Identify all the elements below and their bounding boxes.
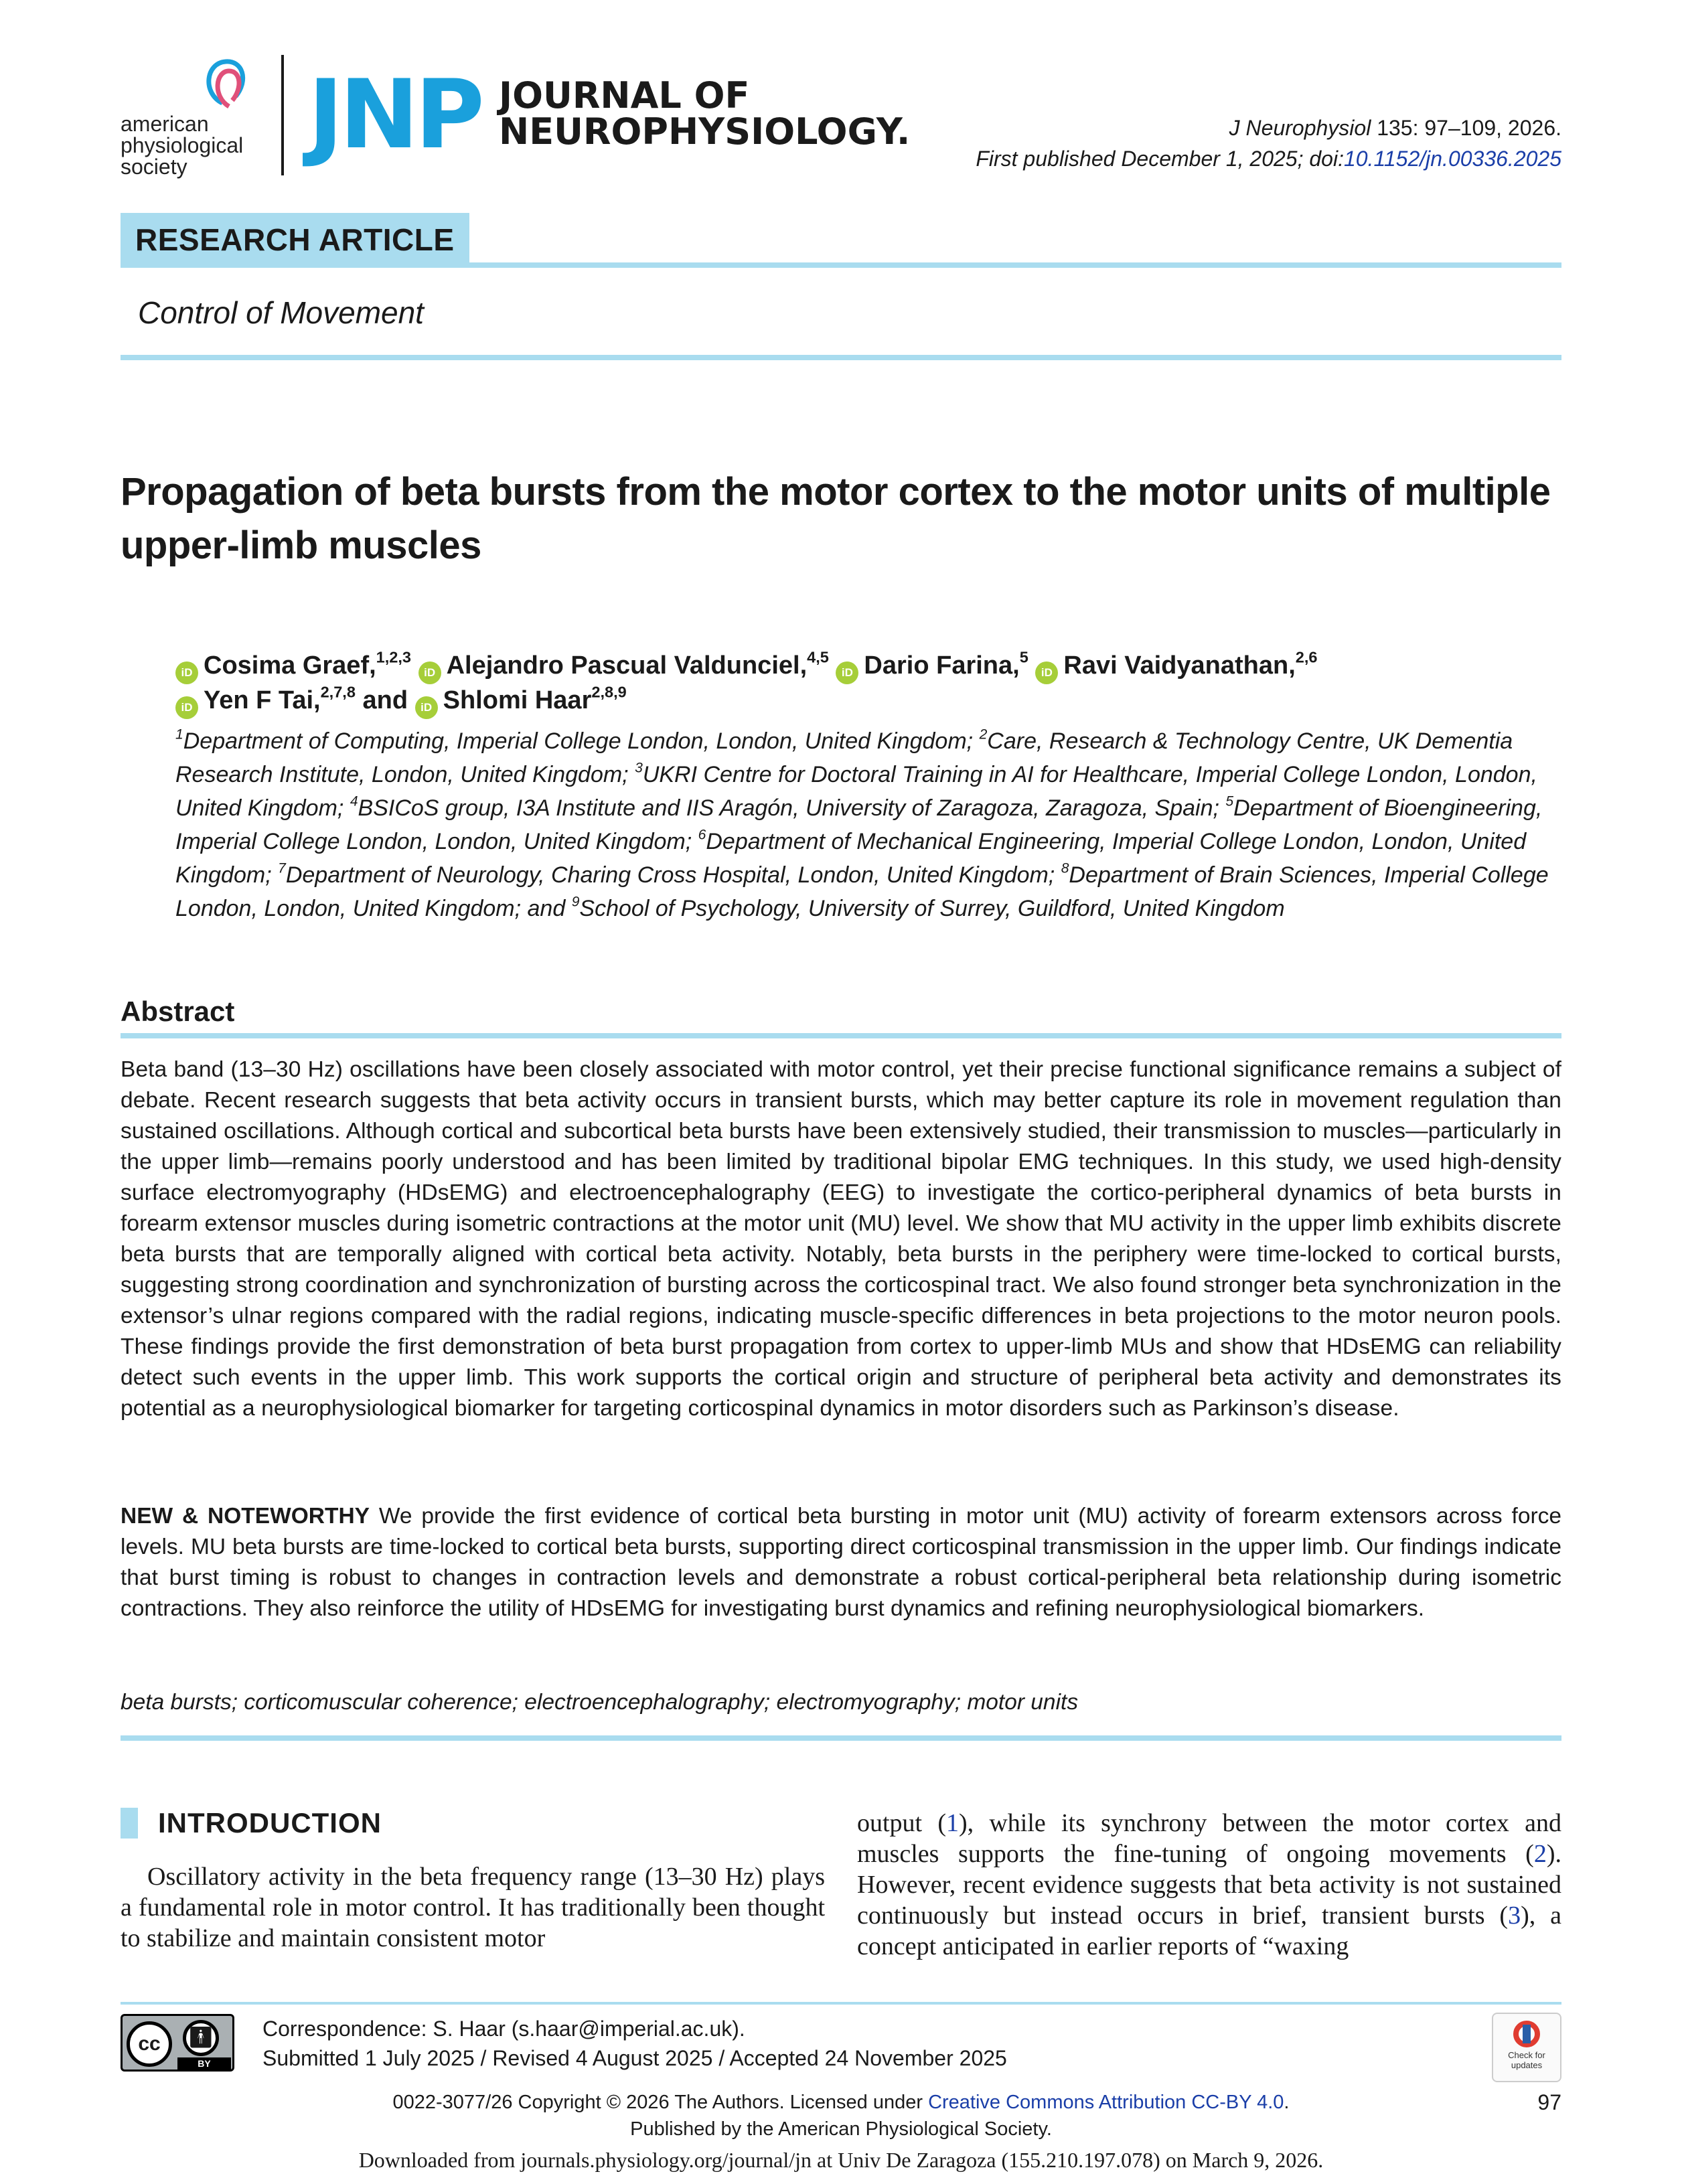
affil-text: Department of Bioengineering, Imperial College London, London, United Kingdom; — [175, 795, 1543, 854]
affil-text: Care, Research & Technology Centre, UK Dementia Research Institute, London, United Kingdom; — [175, 728, 1513, 787]
affil-text: School of Psychology, University of Surrey, Guildford, United Kingdom — [579, 896, 1285, 921]
intro-text: ), while its synchrony between the motor cortex and muscles supports the fine-tuning of ongoing movements ( — [857, 1809, 1561, 1868]
author-sup: 4,5 — [807, 648, 829, 666]
affil-text: Department of Mechanical Engineering, Imperial College London, London, United Kingdom; — [175, 829, 1527, 888]
author-sup: 2,8,9 — [591, 683, 627, 701]
journal-name-line-1: JOURNAL OF — [499, 74, 750, 116]
affil-sup: 8 — [1061, 860, 1069, 876]
author-name: Shlomi Haar — [443, 686, 592, 714]
intro-left-column: Oscillatory activity in the beta frequency range (13–30 Hz) plays a fundamental role in motor control. It has traditionally been thought to stabilize and maintain consistent motor — [121, 1863, 825, 1952]
first-published: First published December 1, 2025; doi: — [976, 147, 1344, 171]
society-line-1: american — [121, 112, 209, 136]
orcid-icon[interactable]: iD — [1035, 661, 1058, 684]
affiliations — [175, 724, 1561, 925]
orcid-icon[interactable]: iD — [418, 661, 441, 684]
orcid-icon[interactable]: iD — [415, 696, 438, 719]
affil-text: Department of Brain Sciences, Imperial College London, London, United Kingdom; and — [175, 862, 1549, 921]
orcid-icon[interactable]: iD — [175, 661, 198, 684]
author-name: Cosima Graef, — [204, 651, 376, 680]
affil-sup: 2 — [979, 726, 988, 743]
page-number: 97 — [1537, 2090, 1561, 2114]
authors-and: and — [362, 686, 408, 714]
check-updates-icon — [1513, 2021, 1540, 2047]
orcid-icon[interactable]: iD — [836, 661, 858, 684]
affil-sup: 3 — [635, 760, 643, 776]
correspondence — [262, 2014, 1007, 2073]
author-sup: 2,7,8 — [320, 683, 356, 701]
orcid-icon[interactable]: iD — [175, 696, 198, 719]
affil-text: Department of Computing, Imperial College London, London, United Kingdom; — [183, 728, 980, 754]
intro-text: ). However, recent evidence suggests that beta activity is not sustained continuously but instead occurs in brief, transient bursts ( — [857, 1840, 1561, 1930]
by-label: BY — [177, 2057, 231, 2070]
cc-by-license-icon[interactable] — [121, 2014, 234, 2072]
article-title: Propagation of beta bursts from the motor cortex to the motor units of multiple upper-limb muscles — [121, 470, 1551, 567]
affil-sup: 9 — [571, 894, 580, 910]
correspondence-text: Correspondence: S. Haar (s.haar@imperial.ac.uk). — [262, 2017, 745, 2041]
publisher: Published by the American Physiological Society. — [630, 2118, 1052, 2140]
doi-link[interactable]: 10.1152/jn.00336.2025 — [1343, 147, 1561, 171]
journal-name — [499, 74, 911, 153]
copyright — [0, 2089, 1682, 2142]
author-sup: 2,6 — [1295, 648, 1318, 666]
author-name: Yen F Tai, — [204, 686, 321, 714]
author-name: Dario Farina, — [864, 651, 1020, 680]
abstract-heading: Abstract — [121, 996, 235, 1027]
copyright-text: 0022-3077/26 Copyright © 2026 The Authors. Licensed under — [392, 2092, 929, 2113]
affil-text: BSICoS group, I3A Institute and IIS Aragón, University of Zaragoza, Zaragoza, Spain; — [358, 795, 1226, 821]
affil-sup: 5 — [1225, 793, 1234, 809]
article-type: RESEARCH ARTICLE — [121, 213, 469, 266]
society-line-3: society — [121, 155, 187, 179]
reference-link[interactable]: 1 — [945, 1809, 959, 1837]
rule-article-type — [121, 262, 1561, 268]
attribution-icon: 🚹︎ — [183, 2020, 219, 2056]
noteworthy-label: NEW & NOTEWORTHY — [121, 1504, 370, 1529]
affil-text: UKRI Centre for Doctoral Training in AI for Healthcare, Imperial College London, London, United Kingdom; — [175, 762, 1537, 821]
cc-icon: cc — [127, 2021, 172, 2067]
citation — [976, 112, 1561, 174]
reference-link[interactable]: 3 — [1508, 1901, 1521, 1930]
rule-section — [121, 355, 1561, 360]
aps-logo — [121, 56, 285, 177]
journal-name-line-2: NEUROPHYSIOLOGY. — [499, 110, 911, 153]
header-divider — [281, 55, 284, 175]
intro-heading-bar — [121, 1808, 138, 1839]
check-updates-label: Check for updates — [1508, 2050, 1545, 2070]
intro-text: ), a concept anticipated in earlier reports of “waxing — [857, 1901, 1561, 1960]
author-sup: 1,2,3 — [376, 648, 412, 666]
rule-footer — [121, 2002, 1561, 2005]
new-noteworthy — [121, 1501, 1561, 1624]
section-label: Control of Movement — [138, 295, 424, 330]
abstract-text: Beta band (13–30 Hz) oscillations have been closely associated with motor control, yet their precise functional significance remains a subject of debate. Recent research suggests that beta activity occurs in transient bursts, which may better capture its role in movement regulation than sustained oscillations. Although cortical and subcortical beta bursts have been extensively studied, their transmission to muscles—particularly in the upper limb—remains poorly understood and has been limited by traditional bipolar EMG techniques. In this study, we used high-density surface electromyography (HDsEMG) and electroencephalography (EEG) to investigate the cortico-peripheral dynamics of beta bursts in forearm extensor muscles during isometric contractions at the motor unit (MU) level. We show that MU activity in the upper limb exhibits discrete beta bursts that are temporally aligned with cortical beta activity. Notably, beta bursts in the periphery were time-locked to cortical bursts, suggesting strong coordination and synchronization of bursting across the corticospinal tract. We also found stronger beta synchronization in the extensor’s ulnar regions compared with the radial regions, indicating muscle-specific differences in beta projections to the motor neuron pools. These findings provide the first demonstration of beta burst propagation from cortex to upper-limb MUs and show that HDsEMG can reliability detect such events in the upper limb. This work supports the cortical origin and structure of peripheral beta activity and demonstrates its potential as a neurophysiological biomarker for targeting corticospinal dynamics in motor disorders such as Parkinson’s disease. — [121, 1057, 1561, 1421]
rule-abstract — [121, 1033, 1561, 1038]
intro-text: output ( — [857, 1809, 946, 1837]
society-line-2: physiological — [121, 133, 244, 157]
affil-sup: 1 — [175, 726, 183, 743]
intro-right-column — [857, 1808, 1561, 1962]
affil-sup: 7 — [278, 860, 286, 876]
submission-dates: Submitted 1 July 2025 / Revised 4 August 2025 / Accepted 24 November 2025 — [262, 2046, 1007, 2070]
noteworthy-text: We provide the first evidence of cortical beta bursting in motor unit (MU) activity of forearm extensors across force levels. MU beta bursts are time-locked to cortical beta bursts, supporting direct corticospinal transmission in the upper limb. Our findings indicate that burst timing is robust to changes in contraction levels and demonstrate a robust cortical-peripheral beta relationship during isometric contractions. They also reinforce the utility of HDsEMG for investigating burst dynamics and refining neurophysiological biomarkers. — [121, 1504, 1562, 1621]
reference-link[interactable]: 2 — [1533, 1840, 1547, 1868]
author-name: Ravi Vaidyanathan, — [1063, 651, 1296, 680]
affil-sup: 4 — [350, 793, 358, 809]
author-list — [175, 649, 1555, 719]
rule-keywords — [121, 1735, 1561, 1741]
author-name: Alejandro Pascual Valdunciel, — [446, 651, 808, 680]
copyright-suffix: . — [1284, 2092, 1290, 2113]
affil-text: Department of Neurology, Charing Cross Hospital, London, United Kingdom; — [285, 862, 1061, 888]
citation-journal: J Neurophysiol — [1229, 116, 1371, 140]
affil-sup: 6 — [698, 827, 706, 843]
check-for-updates-button[interactable] — [1492, 2013, 1561, 2082]
journal-abbrev: JNP — [308, 60, 481, 170]
author-sup: 5 — [1019, 648, 1028, 666]
keywords: beta bursts; corticomuscular coherence; electroencephalography; electromyography; motor units — [121, 1690, 1079, 1715]
intro-heading: INTRODUCTION — [158, 1807, 382, 1839]
license-link[interactable]: Creative Commons Attribution CC-BY 4.0 — [928, 2092, 1284, 2113]
citation-volume: 135: 97–109, 2026. — [1377, 116, 1561, 140]
download-notice: Downloaded from journals.physiology.org/journal/jn at Univ De Zaragoza (155.210.197.078) on March 9, 2026. — [358, 2148, 1324, 2172]
